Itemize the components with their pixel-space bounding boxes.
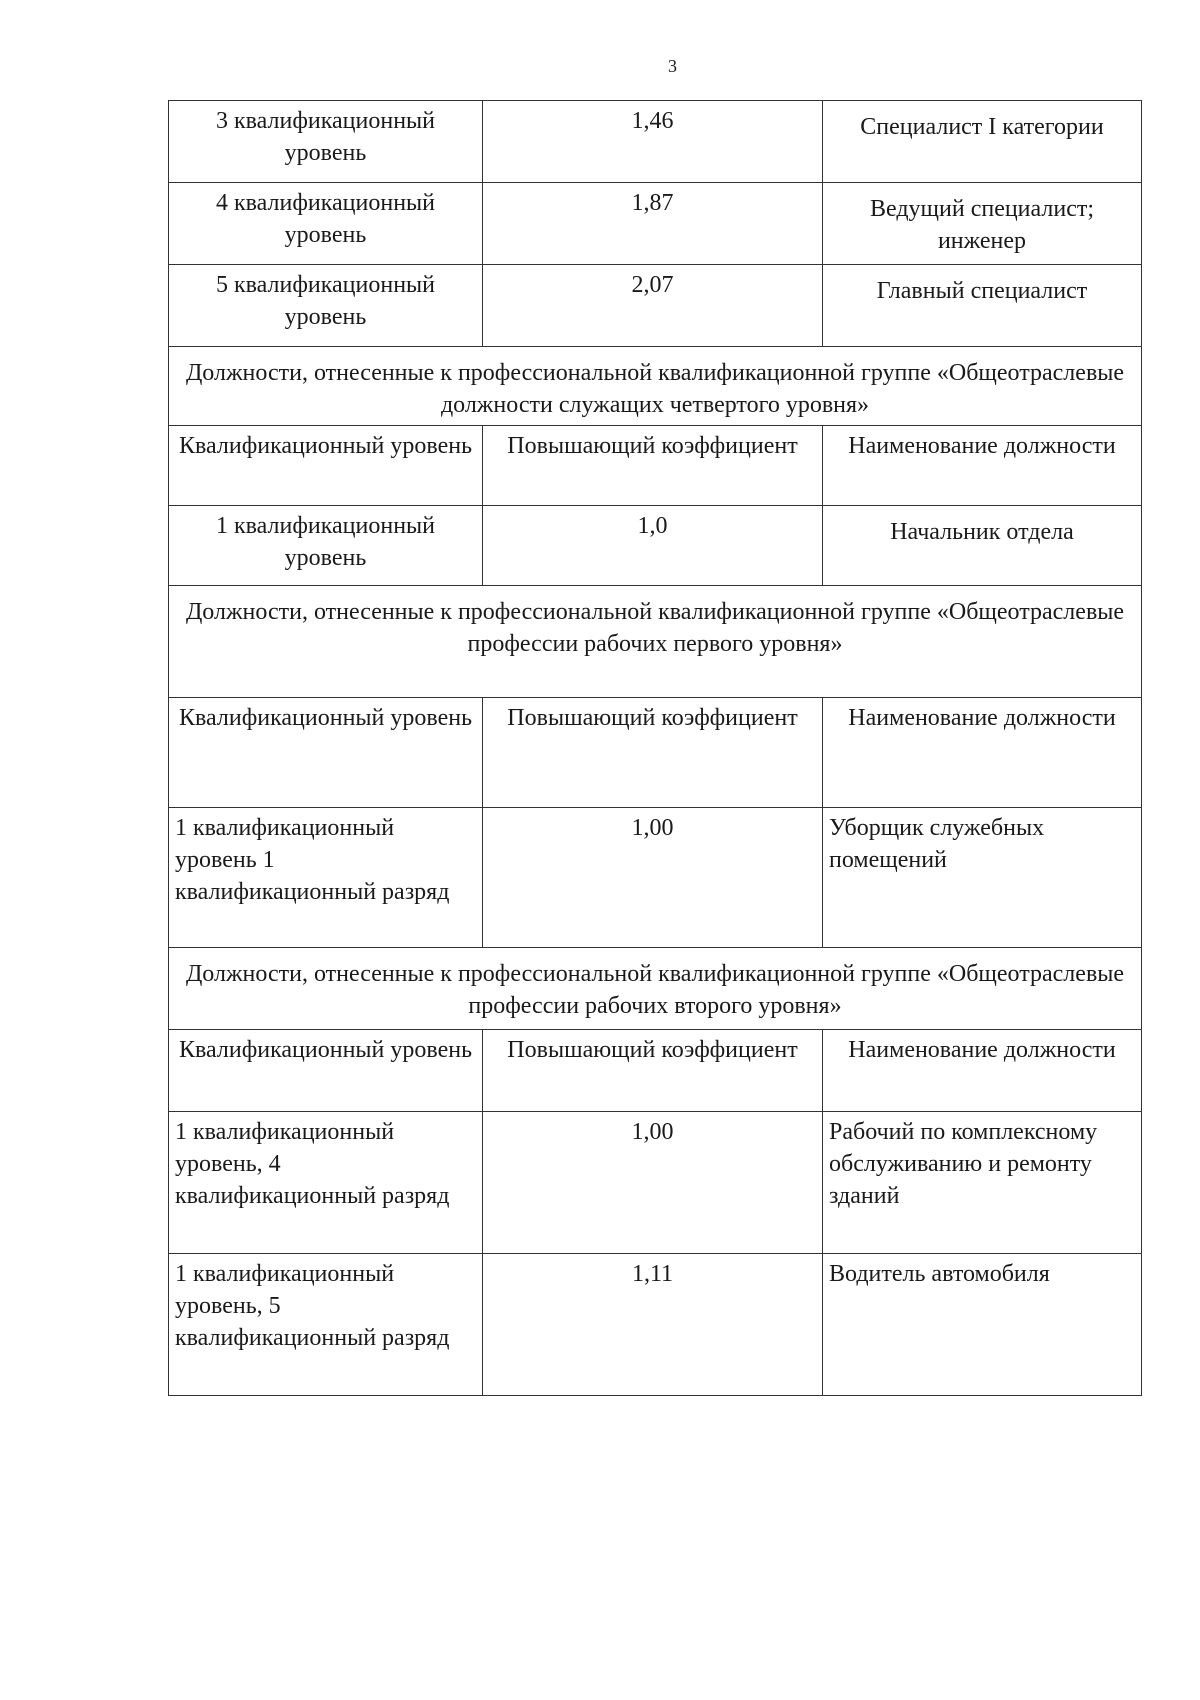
coefficient-cell: 1,0 — [483, 506, 823, 586]
level-cell: 3 квалификационный уровень — [169, 101, 483, 183]
coefficient-cell: Повышающий коэффициент — [483, 426, 823, 506]
level-cell: Квалификационный уровень — [169, 698, 483, 808]
group-title-row — [169, 347, 1142, 426]
group-title-row — [169, 948, 1142, 1030]
level-cell: 1 квалификационный уровень 1 квалификационный разряд — [169, 808, 483, 948]
level-cell: 5 квалификационный уровень — [169, 265, 483, 347]
group-title: Должности, отнесенные к профессиональной квалификационной группе «Общеотраслевые должности служащих четвертого уровня» — [169, 347, 1142, 426]
group-title: Должности, отнесенные к профессиональной квалификационной группе «Общеотраслевые профессии рабочих первого уровня» — [169, 586, 1142, 698]
coefficient-cell: Повышающий коэффициент — [483, 698, 823, 808]
coefficient-cell: 1,11 — [483, 1254, 823, 1396]
position-cell: Наименование должности — [823, 426, 1142, 506]
qualification-table — [168, 100, 1142, 1396]
position-cell: Уборщик служебных помещений — [823, 808, 1142, 948]
level-cell: 4 квалификационный уровень — [169, 183, 483, 265]
table-header-row — [169, 1030, 1142, 1112]
position-cell: Специалист I категории — [823, 101, 1142, 183]
group-title: Должности, отнесенные к профессиональной квалификационной группе «Общеотраслевые профессии рабочих второго уровня» — [169, 948, 1142, 1030]
coefficient-cell: 1,00 — [483, 808, 823, 948]
table-row — [169, 183, 1142, 265]
table-row — [169, 101, 1142, 183]
table-row — [169, 506, 1142, 586]
position-cell: Рабочий по комплексному обслуживанию и ремонту зданий — [823, 1112, 1142, 1254]
table-header-row — [169, 426, 1142, 506]
group-title-row — [169, 586, 1142, 698]
position-cell: Начальник отдела — [823, 506, 1142, 586]
coefficient-cell: 1,87 — [483, 183, 823, 265]
page-number: 3 — [668, 56, 677, 76]
coefficient-cell: 2,07 — [483, 265, 823, 347]
position-cell: Наименование должности — [823, 1030, 1142, 1112]
coefficient-cell: Повышающий коэффициент — [483, 1030, 823, 1112]
table-row — [169, 1112, 1142, 1254]
coefficient-cell: 1,46 — [483, 101, 823, 183]
table-row — [169, 1254, 1142, 1396]
position-cell: Главный специалист — [823, 265, 1142, 347]
level-cell: 1 квалификационный уровень — [169, 506, 483, 586]
table-row — [169, 265, 1142, 347]
coefficient-cell: 1,00 — [483, 1112, 823, 1254]
level-cell: 1 квалификационный уровень, 4 квалификационный разряд — [169, 1112, 483, 1254]
table-row — [169, 808, 1142, 948]
position-cell: Водитель автомобиля — [823, 1254, 1142, 1396]
level-cell: Квалификационный уровень — [169, 1030, 483, 1112]
level-cell: Квалификационный уровень — [169, 426, 483, 506]
table-header-row — [169, 698, 1142, 808]
position-cell: Наименование должности — [823, 698, 1142, 808]
level-cell: 1 квалификационный уровень, 5 квалификационный разряд — [169, 1254, 483, 1396]
position-cell: Ведущий специалист; инженер — [823, 183, 1142, 265]
